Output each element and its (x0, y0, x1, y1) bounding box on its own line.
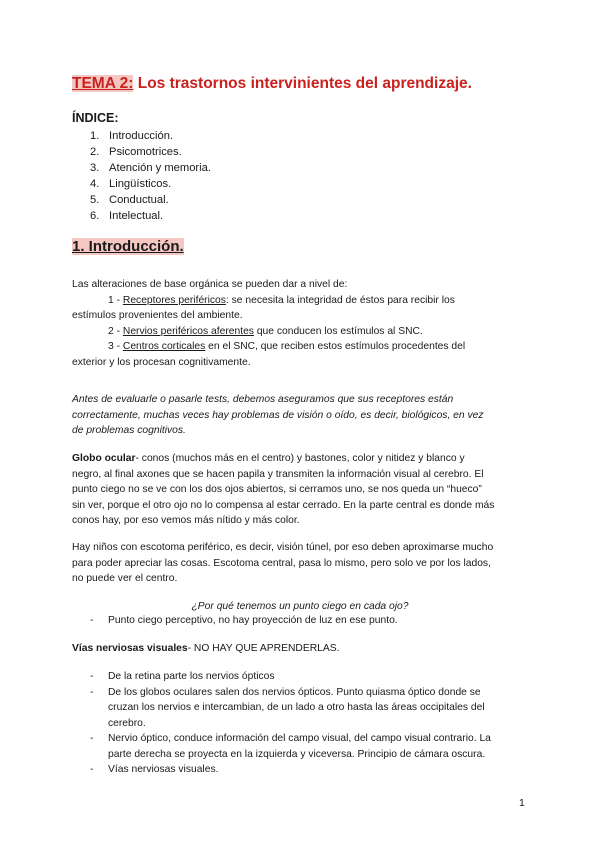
index-item: 5. Conductual. (90, 194, 169, 206)
question-answer: - Punto ciego perceptivo, no hay proyección de luz en ese punto. (90, 615, 398, 626)
paragraph-globo-ocular: Globo ocular- conos (muchos más en el centro) y bastones, color y nitidez y blanco y negro, al final axones que se hacen papila y transmiten la información visual al cerebro. El punto ciego no se ve con los dos ojos abiertos, si cerramos uno, se nos queda un “hueco” sin ver, porque el otro ojo no lo compensa al estar cerrado. En la parte central es donde más conos hay, por eso vemos más nítido y más color. (72, 453, 495, 526)
index-item: 4. Lingüísticos. (90, 178, 172, 190)
vias-list (90, 669, 491, 778)
title-text: Los trastornos intervinientes del aprendizaje. (133, 75, 472, 92)
index-item: 1. Introducción. (90, 130, 174, 142)
paragraph-alteraciones: Las alteraciones de base orgánica se pueden dar a nivel de: 1 - Receptores periféricos: se necesita la integridad de éstos para recibir los estímulos provenientes del ambiente. 2 - Nervios periféricos aferentes que conducen los estímulos al SNC. 3 - Centros corticales en el SNC, que reciben estos estímulos procedentes del exterior y los procesan cognitivamente. (72, 279, 466, 368)
title-tag: TEMA 2: (72, 75, 134, 92)
index-heading: ÍNDICE: (72, 111, 119, 125)
list-item: - Vías nerviosas visuales. (90, 764, 219, 775)
vias-heading: Vías nerviosas visuales- NO HAY QUE APRENDERLAS. (72, 643, 340, 654)
index-item: 2. Psicomotrices. (90, 146, 182, 158)
list-item: - Nervio óptico, conduce información del campo visual, del campo visual contrario. La parte derecha se proyecta en la izquierda y viceversa. Principio de cámara oscura. (90, 733, 491, 760)
question-line: ¿Por qué tenemos un punto ciego en cada ojo? (191, 601, 409, 612)
list-item: - De los globos oculares salen dos nervios ópticos. Punto quiasma óptico donde se cruzan los nervios e intercambian, de un lado a otro hasta las áreas occipitales del cerebro. (90, 686, 485, 729)
paragraph-escotoma: Hay niños con escotoma periférico, es decir, visión túnel, por eso deben aproximarse mucho para poder apreciar las cosas. Escotoma central, pasa lo mismo, pero solo ve por los lados, no puede ver el centro. (72, 542, 494, 584)
page-title (72, 75, 472, 93)
index-item: 3. Atención y memoria. (90, 162, 211, 174)
index-list (90, 128, 211, 224)
section-heading: 1. Introducción. (72, 238, 184, 255)
list-item: - De la retina parte los nervios ópticos (90, 671, 275, 682)
paragraph-italic-note: Antes de evaluarle o pasarle tests, debemos aseguramos que sus receptores están correctamente, muchas veces hay problemas de visión o oído, es decir, biológicos, en vez de problemas cognitivos. (72, 394, 484, 436)
index-item: 6. Intelectual. (90, 210, 164, 222)
page-number: 1 (519, 797, 525, 809)
